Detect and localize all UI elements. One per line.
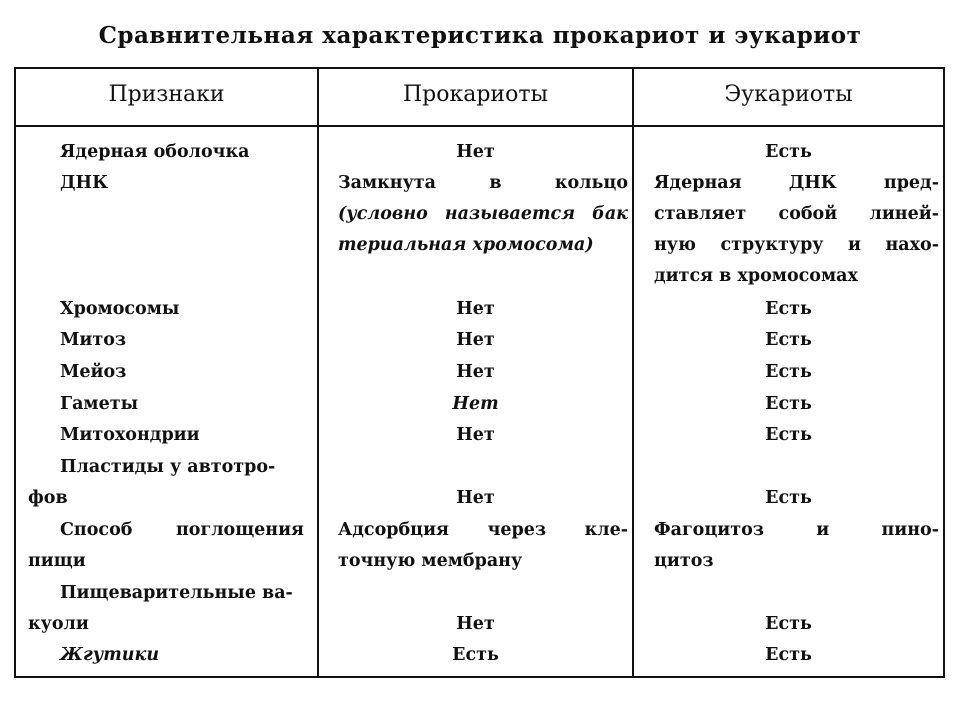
- text-line: Фагоцитоз и пино-: [654, 520, 939, 540]
- feature-cell: ДНК: [60, 173, 109, 193]
- eukaryotes-cell: [654, 515, 939, 546]
- prokaryotes-cell: териальная хромосома): [338, 235, 594, 255]
- feature-cell: фов: [28, 488, 68, 508]
- header-divider: [16, 125, 943, 127]
- feature-cell: Митохондрии: [60, 425, 200, 445]
- text-line: Ядерная ДНК пред-: [654, 173, 939, 193]
- text-line: ставляет собой линей-: [654, 204, 939, 224]
- header-prokaryotes: Прокариоты: [402, 82, 549, 107]
- header-eukaryotes: Эукариоты: [724, 82, 853, 107]
- feature-cell: [60, 515, 304, 546]
- feature-cell: Пищеварительные ва-: [60, 583, 293, 603]
- feature-cell: куоли: [28, 614, 89, 634]
- prokaryotes-cell: [338, 515, 628, 546]
- feature-cell: Жгутики: [60, 645, 160, 665]
- eukaryotes-cell: дится в хромосомах: [654, 266, 858, 286]
- text-line: Способ поглощения: [60, 520, 304, 540]
- feature-cell: Митоз: [60, 330, 127, 350]
- feature-cell: пищи: [28, 551, 86, 571]
- prokaryotes-cell: Нет: [456, 299, 495, 319]
- prokaryotes-cell: Нет: [456, 330, 495, 350]
- text-line: ную структуру и нахо-: [654, 235, 939, 255]
- prokaryotes-cell: Нет: [456, 142, 495, 162]
- prokaryotes-cell: Нет: [456, 362, 495, 382]
- prokaryotes-cell: Нет: [452, 394, 499, 414]
- header-features: Признаки: [108, 82, 225, 107]
- prokaryotes-cell: [338, 168, 628, 199]
- eukaryotes-cell: [654, 168, 939, 199]
- eukaryotes-cell: [654, 230, 939, 261]
- table-title: Сравнительная характеристика прокариот и эукариот: [98, 22, 862, 49]
- prokaryotes-cell: [338, 199, 628, 230]
- eukaryotes-cell: Есть: [765, 645, 812, 665]
- text-line: Адсорбция через кле-: [338, 520, 628, 540]
- feature-cell: Гаметы: [60, 394, 139, 414]
- eukaryotes-cell: [654, 199, 939, 230]
- comparison-table: [14, 67, 945, 678]
- feature-cell: Пластиды у автотро-: [60, 457, 276, 477]
- eukaryotes-cell: Есть: [765, 614, 812, 634]
- text-line: (условно называется бак: [338, 204, 628, 224]
- eukaryotes-cell: Есть: [765, 142, 812, 162]
- eukaryotes-cell: Есть: [765, 394, 812, 414]
- eukaryotes-cell: Есть: [765, 362, 812, 382]
- prokaryotes-cell: Нет: [456, 425, 495, 445]
- feature-cell: Хромосомы: [60, 299, 180, 319]
- feature-cell: Мейоз: [60, 362, 127, 382]
- prokaryotes-cell: Нет: [456, 488, 495, 508]
- text-line: Замкнута в кольцо: [338, 173, 628, 193]
- prokaryotes-cell: точную мембрану: [338, 551, 523, 571]
- eukaryotes-cell: Есть: [765, 299, 812, 319]
- eukaryotes-cell: Есть: [765, 330, 812, 350]
- prokaryotes-cell: Есть: [452, 645, 499, 665]
- feature-cell: Ядерная оболочка: [60, 142, 250, 162]
- eukaryotes-cell: Есть: [765, 488, 812, 508]
- eukaryotes-cell: цитоз: [654, 551, 714, 571]
- prokaryotes-cell: Нет: [456, 614, 495, 634]
- eukaryotes-cell: Есть: [765, 425, 812, 445]
